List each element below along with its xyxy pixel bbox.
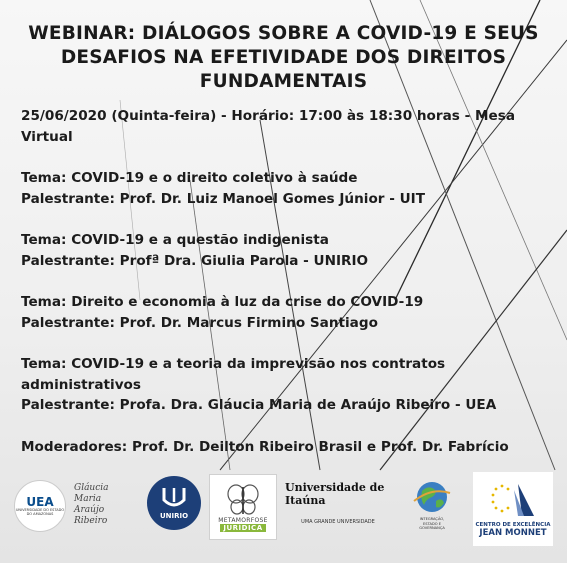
title-line: FUNDAMENTAIS	[199, 71, 368, 92]
globe-line: INTEGRAÇÃO,	[419, 517, 445, 522]
butterfly-icon	[226, 483, 260, 517]
cejm-line2: JEAN MONNET	[479, 528, 547, 538]
metamorfose-logo	[209, 474, 277, 540]
session-topic: Tema: Direito e economia à luz da crise do COVID-19	[21, 294, 424, 310]
uea-subtitle: UNIVERSIDADE DO ESTADO DO AMAZONAS	[15, 508, 65, 516]
signature-line: Gláucia Maria	[74, 483, 109, 504]
session-speaker: Palestrante: Profa. Dra. Gláucia Maria de Araújo Ribeiro - UEA	[21, 397, 497, 413]
globe-line: ESTADO E	[423, 521, 441, 526]
moderators-text: Moderadores: Prof. Dr. Deilton Ribeiro Brasil e Prof. Dr. Fabrício	[21, 438, 509, 455]
metamorfose-line2: JURÍDICA	[220, 524, 265, 532]
title-line: DESAFIOS NA EFETIVIDADE DOS DIREITOS	[60, 47, 507, 68]
globe-line: GOVERNANÇA	[419, 526, 445, 531]
session-topic: Tema: COVID-19 e a teoria da imprevisão nos contratos	[21, 356, 446, 372]
globe-logo	[400, 474, 464, 536]
itauna-name: Universidade de Itaúna	[285, 481, 385, 507]
itauna-logo	[285, 478, 391, 528]
session-speaker: Palestrante: Profª Dra. Giulia Parola - UNIRIO	[21, 252, 369, 269]
unirio-logo	[147, 476, 201, 530]
schedule-text: 25/06/2020 (Quinta-feira) - Horário: 17:00 às 18:30 horas - Mesa	[21, 108, 515, 124]
uea-logo	[14, 480, 66, 532]
session-speaker: Palestrante: Prof. Dr. Luiz Manoel Gomes Júnior - UIT	[21, 190, 425, 207]
metamorfose-line1: METAMORFOSE	[218, 516, 268, 524]
itauna-tagline: UMA GRANDE UNIVERSIDADE	[301, 519, 375, 525]
session-topic: administrativos	[21, 376, 141, 393]
title-line: WEBINAR: DIÁLOGOS SOBRE A COVID-19 E SEUS	[28, 23, 539, 44]
signature-logo	[74, 478, 136, 532]
session-topic: Tema: COVID-19 e o direito coletivo à saúde	[21, 170, 358, 186]
cejm-line1: CENTRO DE EXCELÊNCIA	[475, 522, 551, 528]
globe-icon	[412, 479, 452, 515]
uea-abbr: UEA	[26, 495, 54, 509]
session-speaker: Palestrante: Prof. Dr. Marcus Firmino Santiago	[21, 314, 378, 331]
schedule-text: Virtual	[21, 128, 73, 145]
unirio-emblem-icon	[161, 486, 187, 510]
webinar-title	[10, 22, 557, 94]
signature-line: Araújo Ribeiro	[74, 505, 108, 526]
session-topic: Tema: COVID-19 e a questão indigenista	[21, 232, 329, 248]
jean-monnet-logo	[473, 472, 553, 546]
partner-logos	[0, 472, 567, 552]
globe-caption	[419, 517, 445, 531]
webinar-program	[21, 106, 551, 457]
unirio-label: UNIRIO	[159, 512, 189, 520]
eu-stars-icon	[488, 480, 538, 520]
